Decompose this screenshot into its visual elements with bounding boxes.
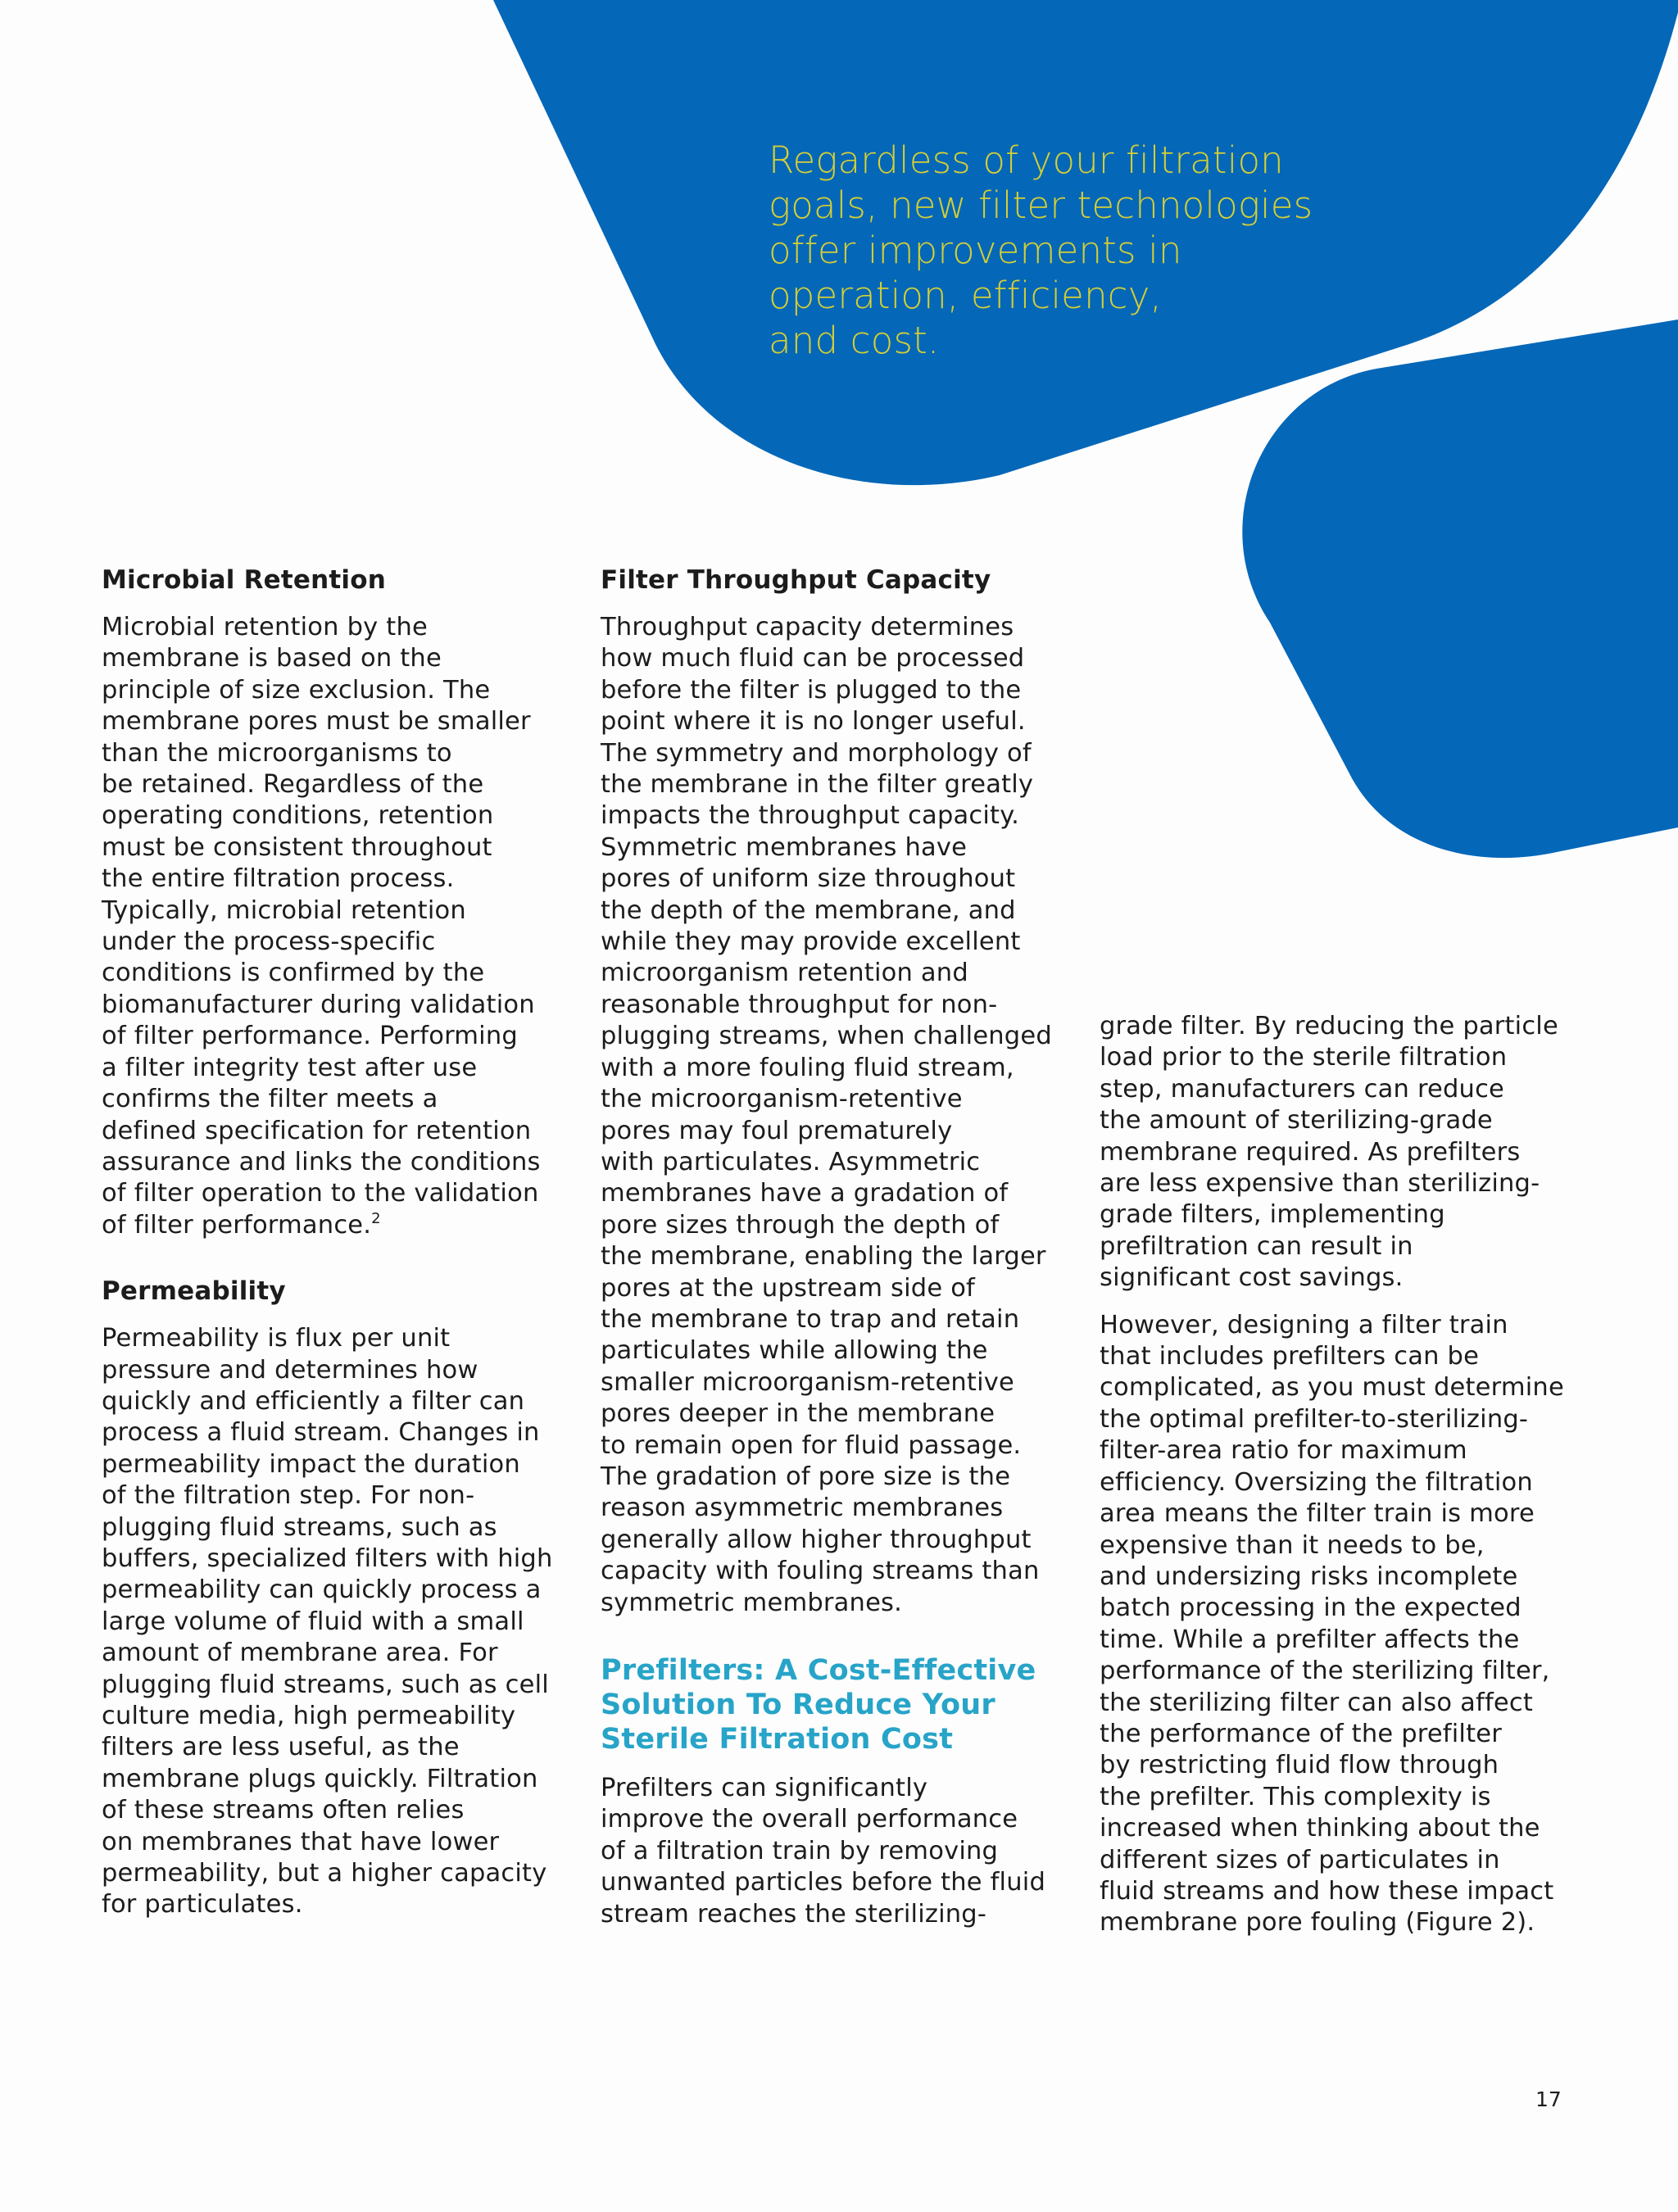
text-line: area means the filter train is more bbox=[1100, 1499, 1535, 1529]
pull-quote-line: goals, new filter technologies bbox=[769, 184, 1313, 227]
text-line: reasonable throughput for non- bbox=[601, 990, 998, 1019]
text-line: point where it is no longer useful. bbox=[601, 707, 1026, 737]
text-line: before the filter is plugged to the bbox=[601, 675, 1022, 705]
text-line: pores at the upstream side of bbox=[601, 1273, 975, 1303]
text-line: step, manufacturers can reduce bbox=[1100, 1074, 1505, 1104]
text-line: the depth of the membrane, and bbox=[601, 895, 1016, 925]
permeability-paragraph bbox=[102, 1323, 560, 1921]
text-line: of a filtration train by removing bbox=[601, 1836, 999, 1865]
text-line: grade filters, implementing bbox=[1100, 1200, 1445, 1230]
text-line: the entire filtration process. bbox=[102, 864, 455, 894]
text-line: increased when thinking about the bbox=[1100, 1814, 1540, 1843]
text-line: capacity with fouling streams than bbox=[601, 1557, 1040, 1586]
text-line: improve the overall performance bbox=[601, 1805, 1018, 1834]
text-line: amount of membrane area. For bbox=[102, 1639, 498, 1668]
text-line: biomanufacturer during validation bbox=[102, 990, 535, 1019]
text-line: prefiltration can result in bbox=[1100, 1231, 1413, 1261]
text-line: with a more fouling fluid stream, bbox=[601, 1053, 1014, 1082]
text-line: membrane pores must be smaller bbox=[102, 707, 531, 737]
text-line: the membrane to trap and retain bbox=[601, 1304, 1020, 1334]
text-line: filter-area ratio for maximum bbox=[1100, 1436, 1467, 1466]
text-line: than the microorganisms to bbox=[102, 738, 452, 768]
text-line: microorganism retention and bbox=[601, 959, 968, 988]
text-line: and undersizing risks incomplete bbox=[1100, 1562, 1518, 1591]
text-line: impacts the throughput capacity. bbox=[601, 801, 1019, 831]
text-line: the prefilter. This complexity is bbox=[1100, 1782, 1491, 1811]
text-line: load prior to the sterile filtration bbox=[1100, 1043, 1508, 1072]
text-line: quickly and efficiently a filter can bbox=[102, 1386, 525, 1416]
text-line: different sizes of particulates in bbox=[1100, 1845, 1500, 1874]
text-line: grade filter. By reducing the particle bbox=[1100, 1012, 1558, 1040]
text-line: Permeability is flux per unit bbox=[102, 1324, 451, 1353]
text-line: significant cost savings. bbox=[1100, 1263, 1404, 1293]
pull-quote-line: offer improvements in bbox=[769, 229, 1182, 272]
throughput-capacity-heading: Filter Throughput Capacity bbox=[601, 565, 991, 595]
text-line: membrane is based on the bbox=[102, 644, 442, 673]
text-line: generally allow higher throughput bbox=[601, 1525, 1032, 1554]
prefilters-heading bbox=[601, 1653, 1076, 1756]
text-line: expensive than it needs to be, bbox=[1100, 1530, 1485, 1560]
text-line: The gradation of pore size is the bbox=[601, 1462, 1011, 1491]
text-line: batch processing in the expected bbox=[1100, 1593, 1522, 1623]
text-line: be retained. Regardless of the bbox=[102, 770, 484, 800]
filter-train-design-paragraph bbox=[1100, 1310, 1591, 1939]
throughput-capacity-paragraph bbox=[601, 612, 1076, 1619]
text-line: Prefilters can significantly bbox=[601, 1774, 928, 1802]
text-line: plugging fluid streams, such as bbox=[102, 1512, 497, 1542]
text-line: time. While a prefilter affects the bbox=[1100, 1625, 1520, 1654]
text-line: on membranes that have lower bbox=[102, 1827, 500, 1856]
text-line-content: of filter performance. bbox=[102, 1210, 372, 1240]
pull-quote-line: and cost. bbox=[769, 319, 940, 362]
text-line: pores deeper in the membrane bbox=[601, 1399, 995, 1429]
pull-quote-line: Regardless of your filtration bbox=[769, 138, 1284, 182]
text-line: reason asymmetric membranes bbox=[601, 1494, 1004, 1523]
text-line: for particulates. bbox=[102, 1890, 303, 1920]
pull-quote bbox=[769, 138, 1313, 363]
text-line: the membrane in the filter greatly bbox=[601, 770, 1034, 800]
text-line: under the process-specific bbox=[102, 927, 436, 957]
text-line: permeability impact the duration bbox=[102, 1449, 520, 1479]
text-line: Throughput capacity determines bbox=[601, 613, 1014, 641]
text-line: the performance of the prefilter bbox=[1100, 1719, 1502, 1748]
text-line: plugging fluid streams, such as cell bbox=[102, 1670, 549, 1699]
column-middle bbox=[601, 564, 1076, 1930]
text-line: pores may foul prematurely bbox=[601, 1116, 953, 1145]
text-line: pore sizes through the depth of bbox=[601, 1210, 1000, 1240]
prefilters-paragraph bbox=[601, 1773, 1076, 1930]
text-line: conditions is confirmed by the bbox=[102, 959, 485, 988]
right-blue-blob bbox=[1242, 320, 1678, 858]
footnote-reference: 2 bbox=[371, 1209, 381, 1227]
text-line: pressure and determines how bbox=[102, 1355, 478, 1385]
text-line: particulates while allowing the bbox=[601, 1336, 988, 1366]
text-line: of these streams often relies bbox=[102, 1796, 465, 1825]
text-line: defined specification for retention bbox=[102, 1116, 532, 1145]
text-line: the optimal prefilter-to-sterilizing- bbox=[1100, 1404, 1529, 1434]
text-line: efficiency. Oversizing the filtration bbox=[1100, 1467, 1533, 1497]
prefilters-heading-line: Prefilters: A Cost-Effective bbox=[601, 1654, 1036, 1687]
text-line: complicated, as you must determine bbox=[1100, 1373, 1564, 1403]
text-line: to remain open for fluid passage. bbox=[601, 1430, 1022, 1460]
text-line: while they may provide excellent bbox=[601, 927, 1021, 957]
text-line: performance of the sterilizing filter, bbox=[1100, 1657, 1550, 1686]
text-line: of the filtration step. For non- bbox=[102, 1481, 475, 1511]
text-line: with particulates. Asymmetric bbox=[601, 1147, 981, 1176]
text-line: permeability can quickly process a bbox=[102, 1575, 542, 1605]
text-line: the microorganism-retentive bbox=[601, 1085, 963, 1114]
permeability-heading: Permeability bbox=[102, 1276, 286, 1307]
text-line: Symmetric membranes have bbox=[601, 832, 968, 862]
pull-quote-line: operation, efficiency, bbox=[769, 274, 1163, 317]
text-line: process a fluid stream. Changes in bbox=[102, 1418, 540, 1448]
text-line: buffers, specialized filters with high bbox=[102, 1543, 553, 1573]
text-line: large volume of fluid with a small bbox=[102, 1607, 524, 1636]
text-line: how much fluid can be processed bbox=[601, 644, 1025, 673]
column-left bbox=[102, 564, 560, 1921]
text-line: stream reaches the sterilizing- bbox=[601, 1899, 987, 1929]
text-line: fluid streams and how these impact bbox=[1100, 1876, 1554, 1906]
text-line: unwanted particles before the fluid bbox=[601, 1868, 1045, 1897]
page-number: 17 bbox=[1535, 2087, 1562, 2111]
prefilters-continued-paragraph bbox=[1100, 1011, 1591, 1294]
prefilters-heading-line: Sterile Filtration Cost bbox=[601, 1723, 954, 1756]
text-line: filters are less useful, as the bbox=[102, 1733, 460, 1762]
text-line: a filter integrity test after use bbox=[102, 1053, 478, 1082]
column-right bbox=[1100, 1011, 1591, 1939]
text-line bbox=[102, 1210, 560, 1241]
text-line: the sterilizing filter can also affect bbox=[1100, 1688, 1533, 1717]
text-line: are less expensive than sterilizing- bbox=[1100, 1169, 1540, 1199]
prefilters-heading-line: Solution To Reduce Your bbox=[601, 1688, 995, 1721]
text-line: assurance and links the conditions bbox=[102, 1147, 541, 1176]
text-line: The symmetry and morphology of bbox=[601, 738, 1032, 768]
text-line: smaller microorganism-retentive bbox=[601, 1367, 1014, 1397]
text-line: of filter operation to the validation bbox=[102, 1179, 539, 1208]
text-line: confirms the filter meets a bbox=[102, 1085, 438, 1114]
text-line: the amount of sterilizing-grade bbox=[1100, 1106, 1493, 1135]
text-line: operating conditions, retention bbox=[102, 801, 494, 831]
text-line: Typically, microbial retention bbox=[102, 895, 466, 925]
text-line: However, designing a filter train bbox=[1100, 1310, 1508, 1339]
text-line: principle of size exclusion. The bbox=[102, 675, 491, 705]
text-line: membrane pore fouling (Figure 2). bbox=[1100, 1908, 1535, 1938]
text-line: membrane plugs quickly. Filtration bbox=[102, 1764, 538, 1793]
text-line: culture media, high permeability bbox=[102, 1702, 516, 1730]
text-line: by restricting fluid flow through bbox=[1100, 1751, 1499, 1780]
microbial-retention-paragraph bbox=[102, 612, 560, 1241]
text-line: membrane required. As prefilters bbox=[1100, 1137, 1521, 1167]
microbial-retention-heading: Microbial Retention bbox=[102, 565, 387, 595]
text-line: permeability, but a higher capacity bbox=[102, 1859, 547, 1888]
text-line: of filter performance. Performing bbox=[102, 1022, 518, 1051]
text-line: membranes have a gradation of bbox=[601, 1179, 1009, 1208]
text-line: symmetric membranes. bbox=[601, 1588, 903, 1617]
text-line: pores of uniform size throughout bbox=[601, 864, 1016, 894]
text-line: plugging streams, when challenged bbox=[601, 1022, 1052, 1051]
text-line: Microbial retention by the bbox=[102, 613, 428, 641]
text-line: the membrane, enabling the larger bbox=[601, 1242, 1046, 1271]
text-line: must be consistent throughout bbox=[102, 832, 492, 862]
text-line: that includes prefilters can be bbox=[1100, 1342, 1480, 1371]
